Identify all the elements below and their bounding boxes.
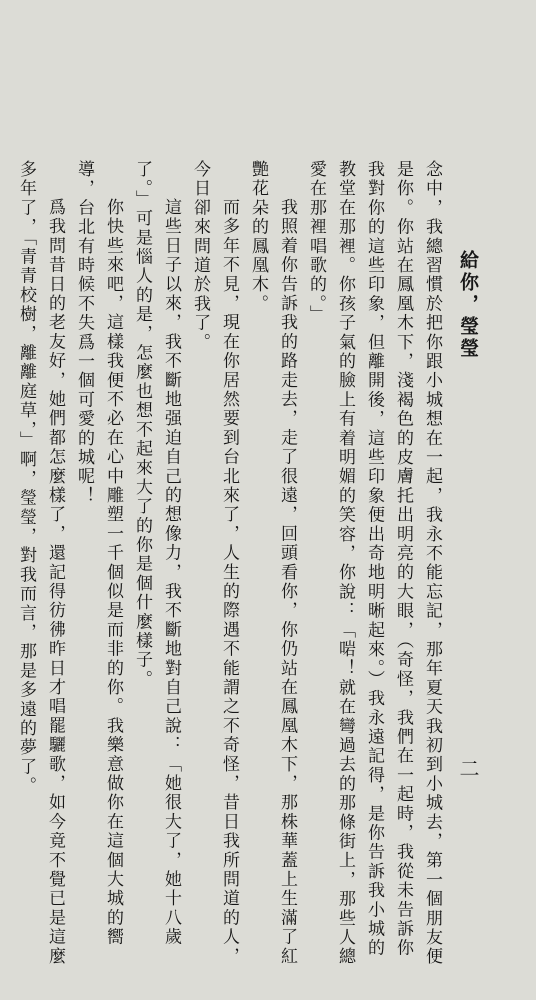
- text-column: 我照着你告訴我的路走去，走了很遠，回頭看你，你仍站在鳳凰木下，那株華蓋上生滿了紅: [277, 198, 297, 966]
- text-column: 你快些來吧，這樣我便不必在心中雕塑一千個似是而非的你。我樂意做你在這個大城的嚮: [103, 198, 123, 947]
- text-column: 了。」可是惱人的是，怎麼也想不起來大了的你是個什麼樣子。: [132, 160, 152, 690]
- text-column: 這些日子以來，我不斷地强迫自己的想像力，我不斷地對自己說：「她很大了，她十八歲: [161, 198, 181, 947]
- text-column: 而多年不見，現在你居然要到台北來了，人生的際遇不能謂之不奇怪，昔日我所問道的人，: [219, 198, 239, 966]
- text-column: 多年了，「青青校樹，離離庭草，」啊，瑩瑩，對我而言，那是多遠的夢了。: [16, 160, 36, 796]
- page-title: 給你，瑩瑩: [457, 250, 479, 360]
- text-column: 導，台北有時候不失爲一個可愛的城呢！: [74, 160, 94, 506]
- text-column: 是你。你站在鳳凰木下，淺褐色的皮膚托出明亮的大眼，（奇怪，我們在一起時，我從未告訴你: [393, 160, 413, 958]
- page-number: 二: [456, 758, 480, 781]
- text-column: 愛在那裡唱歌的。」: [306, 160, 326, 325]
- text-column: 艷花朵的鳳凰木。: [248, 160, 268, 314]
- text-column: 教堂在那裡。你孩子氣的臉上有着明媚的笑容，你說：「啱！就在彎過去的那條街上，那些人總: [335, 160, 355, 967]
- text-column: 爲我問昔日的老友好，她們都怎麼樣了，還記得彷彿昨日才唱罷驪歌，如今竟不覺已是這麼: [45, 198, 65, 966]
- text-column: 念中，我總習慣於把你跟小城想在一起，我永不能忘記，那年夏天我初到小城去，第一個朋友便: [422, 160, 442, 967]
- text-column: 今日卻來問道於我了。: [190, 160, 210, 352]
- text-column: 我對你的這些印象，但離開後，這些印象便出奇地明晰起來。）我永遠記得，是你告訴我小城的: [364, 160, 384, 958]
